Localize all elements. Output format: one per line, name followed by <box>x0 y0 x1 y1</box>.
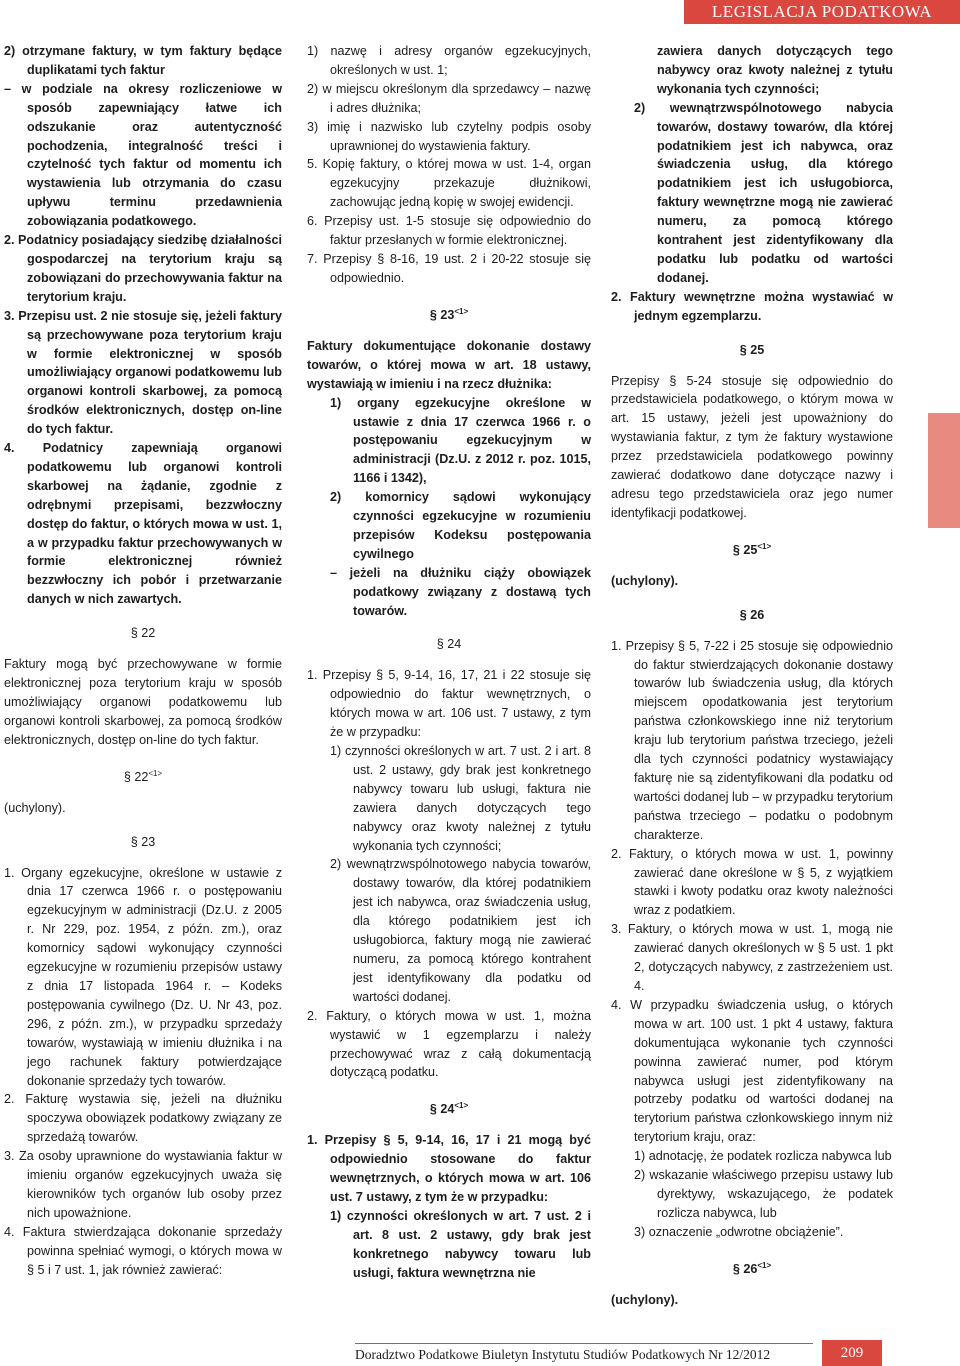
list-item: 1) adnotację, że podatek rozlicza nabywca lub <box>634 1149 892 1164</box>
list-item: 2) wewnątrzwspólnotowego nabycia towarów, dostawy towarów, dla której podatnikiem jest ich nabywca, oraz świadczenia usług, dla którego podatnikiem jest ich usługobiorca, faktury mogą nie zawierać numeru, za pomocą którego kontrahent jest identyfikowany dla podatku od wartości dodanej. <box>330 857 591 1004</box>
paragraph: Przepisy § 5-24 stosuje się odpowiednio do przedstawiciela podatkowego, o którym mowa w art. 15 ustawy, jeżeli jest upoważniony do wystawiania faktur, z tym że faktury wystawione przez przedstawiciela podatkowego powinny zawierać dodatkowo dane dotyczące nazwy i adresu tego przedstawiciela oraz jego numer identyfikacji podatkowej. <box>611 373 893 520</box>
paragraph: 1. Organy egzekucyjne, określone w ustawie z dnia 17 czerwca 1966 r. o postępowaniu egzekucyjnym w administracji (Dz.U. z 2005 r. Nr 229, poz. 1954, z późn. zm.), oraz komornicy sądowi wykonujący czynności egzekucyjne w rozumieniu przepisów ustawy z dnia 17 listopada 1964 r. – Kodeks postępowania cywilnego (Dz. U. Nr 43, poz. 296, z późn. zm.), w przypadku sprzedaży towarów, wystawiają w imieniu dłużnika i na jego rachunek faktury potwierdzające dokonanie sprzedaży tych towarów. <box>4 865 282 1088</box>
column-2 <box>307 42 591 1283</box>
paragraph: Faktury dokumentujące dokonanie dostawy towarów, o której mowa w art. 18 ustawy, wystawiają w imieniu i na rzecz dłużnika: <box>307 338 591 391</box>
paragraph: 4. Podatnicy zapewniają organowi podatkowemu lub organowi kontroli skarbowej na żądanie, zgodnie z odrębnymi przepisami, bezzwłoczny dostęp do faktur, o których mowa w ust. 1, a w przypadku faktur przechowywanych w formie elektronicznej również bezzwłoczny ich pobór i przetwarzanie danych w nich zawartych. <box>4 441 282 607</box>
section-header: LEGISLACJA PODATKOWA <box>684 0 960 24</box>
paragraph: 1. Przepisy § 5, 9-14, 16, 17, 21 i 22 stosuje się odpowiednio do faktur wewnętrznych, o których mowa w art. 106 ust. 7 ustawy, z tym że w przypadku: <box>307 668 591 740</box>
list-item: 1) organy egzekucyjne określone w ustawie z dnia 17 czerwca 1966 r. o postępowaniu egzekucyjnym w administracji (Dz.U. z 2012 r. poz. 1015, 1166 i 1342), <box>330 395 591 486</box>
paragraph: 3. Przepisu ust. 2 nie stosuje się, jeżeli faktury są przechowywane poza terytorium kraju w formie elektronicznej w sposób umożliwiający organowi podatkowemu lub organowi kontroli skarbowej, za pomocą środków elektronicznych, dostęp on-line do tych faktur. <box>4 308 282 437</box>
footer-rule <box>355 1343 813 1344</box>
list-item: 3) oznaczenie „odwrotne obciążenie”. <box>634 1224 844 1239</box>
list-item: 1) nazwę i adresy organów egzekucyjnych, określonych w ust. 1; <box>307 44 591 77</box>
list-item: – jeżeli na dłużniku ciąży obowiązek podatkowy związany z dostawą tych towarów. <box>330 565 591 618</box>
paragraph: 1. Przepisy § 5, 9-14, 16, 17 i 21 mogą być odpowiednio stosowane do faktur wewnętrznych, o których mowa w art. 106 ust. 7 ustawy, z tym że w przypadku: <box>307 1133 591 1205</box>
paragraph: – w podziale na okresy rozliczeniowe w sposób zapewniający łatwe ich odszukanie oraz autentyczność pochodzenia, integralność treści i czytelność tych faktur od momentu ich wystawienia lub otrzymania do czasu upływu terminu przedawnienia zobowiązania podatkowego. <box>4 81 282 229</box>
paragraph: 4. Faktura stwierdzająca dokonanie sprzedaży powinna spełniać wymogi, o których mowa w § 5 i 7 ust. 1, jak również zawierać: <box>4 1224 282 1277</box>
article-heading: § 26 <box>739 607 765 622</box>
paragraph: 2. Faktury, o których mowa w ust. 1, można wystawić w 1 egzemplarzu i należy przechowywać wraz z całą dokumentacją dotyczącą podatku. <box>307 1008 591 1080</box>
article-heading: § $25^{<1>}$ <box>732 541 772 557</box>
list-item: 1) czynności określonych w art. 7 ust. 2 i art. 8 ust. 2 ustawy, gdy brak jest konkretnego nabywcy towaru lub usługi, faktura wewnętrzna nie <box>330 1209 591 1280</box>
paragraph: zawiera danych dotyczących tego nabywcy oraz kwoty należnej z tytułu wykonania tych czynności; <box>657 44 893 96</box>
repealed-note: (uchylony). <box>4 800 66 815</box>
paragraph: 2. Fakturę wystawia się, jeżeli na dłużniku spoczywa obowiązek podatkowy związany ze sprzedażą towarów. <box>4 1092 282 1145</box>
paragraph: 3. Faktury, o których mowa w ust. 1, mogą nie zawierać danych określonych w § 5 ust. 1 pkt 2, dotyczących nabywcy, z zastrzeżeniem ust. 4. <box>611 922 893 993</box>
list-item: 2) wewnątrzwspólnotowego nabycia towarów, dostawy towarów, dla której podatnikiem jest ich nabywca, oraz świadczenia usług, dla którego podatnikiem jest ich usługobiorca, faktury wewnętrzne mogą nie zawierać numeru, za pomocą którego kontrahent jest zidentyfikowany dla podatku lub podatku od wartości dodanej. <box>634 100 893 285</box>
repealed-note: (uchylony). <box>611 1292 679 1307</box>
repealed-note: (uchylony). <box>611 573 679 588</box>
list-item: 6. Przepisy ust. 1-5 stosuje się odpowiednio do faktur przesłanych w formie elektronicznej. <box>307 214 591 248</box>
side-tab-marker <box>928 413 960 528</box>
article-heading: § $26^{<1>}$ <box>732 1260 772 1276</box>
footer-journal: Doradztwo Podatkowe Biuletyn Instytutu Studiów Podatkowych Nr 12/2012 <box>355 1347 771 1362</box>
column-1 <box>4 42 282 1279</box>
list-item: 2) komornicy sądowi wykonujący czynności egzekucyjne w rozumieniu przepisów Kodeksu postępowania cywilnego <box>330 490 591 561</box>
article-heading: § 23 <box>130 834 156 849</box>
article-heading: § 25 <box>739 342 765 357</box>
list-item: 5. Kopię faktury, o której mowa w ust. 1-4, organ egzekucyjny przekazuje dłużnikowi, zachowując jedną kopię w swojej ewidencji. <box>307 157 591 210</box>
paragraph: 2) otrzymane faktury, w tym faktury będące duplikatami tych faktur <box>4 44 282 77</box>
list-item: 2) w miejscu określonym dla sprzedawcy – nazwę i adres dłużnika; <box>307 81 591 115</box>
paragraph: 2. Podatnicy posiadający siedzibę działalności gospodarczej na terytorium kraju są zobowiązani do przechowywania faktur na terytorium kraju. <box>4 233 282 304</box>
list-item: 2) wskazanie właściwego przepisu ustawy lub dyrektywy, wskazującego, że podatek rozlicza nabywca, lub <box>634 1168 893 1220</box>
paragraph: 2. Faktury wewnętrzne można wystawiać w jednym egzemplarzu. <box>611 289 893 323</box>
article-heading: § $23^{<1>}$ <box>429 306 469 322</box>
list-item: 3) imię i nazwisko lub czytelny podpis osoby uprawnionej do wystawienia faktury. <box>307 119 591 153</box>
paragraph: 1. Przepisy § 5, 7-22 i 25 stosuje się odpowiednio do faktur stwierdzających dokonanie dostawy towarów lub świadczenia usług, dla których miejscem opodatkowania jest terytorium państwa członkowskiego inne niż terytorium kraju lub terytorium państwa trzeciego, jeżeli dla tych czynności podatnicy wystawiający fakturę nie są zidentyfikowani dla podatku od wartości dodanej lub – w przypadku terytorium państwa trzeciego – podatku o podobnym charakterze. <box>611 638 893 842</box>
paragraph: 2. Faktury, o których mowa w ust. 1, powinny zawierać dane określone w § 5, z wyjątkiem stawki i kwoty podatku oraz kwoty należności wraz z podatkiem. <box>611 846 893 918</box>
paragraph: 4. W przypadku świadczenia usług, o których mowa w art. 100 ust. 1 pkt 4 ustawy, faktura dokumentująca wykonanie tych czynności powinna zawierać numer, pod którym nabywca usługi jest zidentyfikowany na potrzeby podatku od wartości dodanej na terytorium państwa członkowskiego innym niż terytorium kraju, oraz: <box>611 997 893 1145</box>
list-item: 1) czynności określonych w art. 7 ust. 2 i art. 8 ust. 2 ustawy, gdy brak jest konkretnego nabywcy towaru lub usługi, faktura nie zawiera danych dotyczących tego nabywcy oraz kwoty należnej z tytułu wykonania tych czynności; <box>330 744 591 853</box>
article-heading: § $22^{<1>}$ <box>123 768 163 784</box>
article-heading: § 22 <box>130 626 156 641</box>
paragraph: Faktury mogą być przechowywane w formie elektronicznej poza terytorium kraju w sposób umożliwiający organowi podatkowemu lub organowi kontroli skarbowej, za pomocą środków elektronicznych, dostęp on-line do tych faktur. <box>4 657 282 747</box>
page-number: 209 <box>822 1340 882 1366</box>
column-3 <box>611 42 893 1310</box>
article-heading: § 24 <box>436 637 462 652</box>
list-item: 7. Przepisy § 8-16, 19 ust. 2 i 20-22 stosuje się odpowiednio. <box>307 251 591 285</box>
article-heading: § $24^{<1>}$ <box>429 1101 469 1117</box>
paragraph: 3. Za osoby uprawnione do wystawiania faktur w imieniu organów egzekucyjnych uważa się kierowników tych organów lub osoby przez nich upoważnione. <box>4 1149 282 1220</box>
